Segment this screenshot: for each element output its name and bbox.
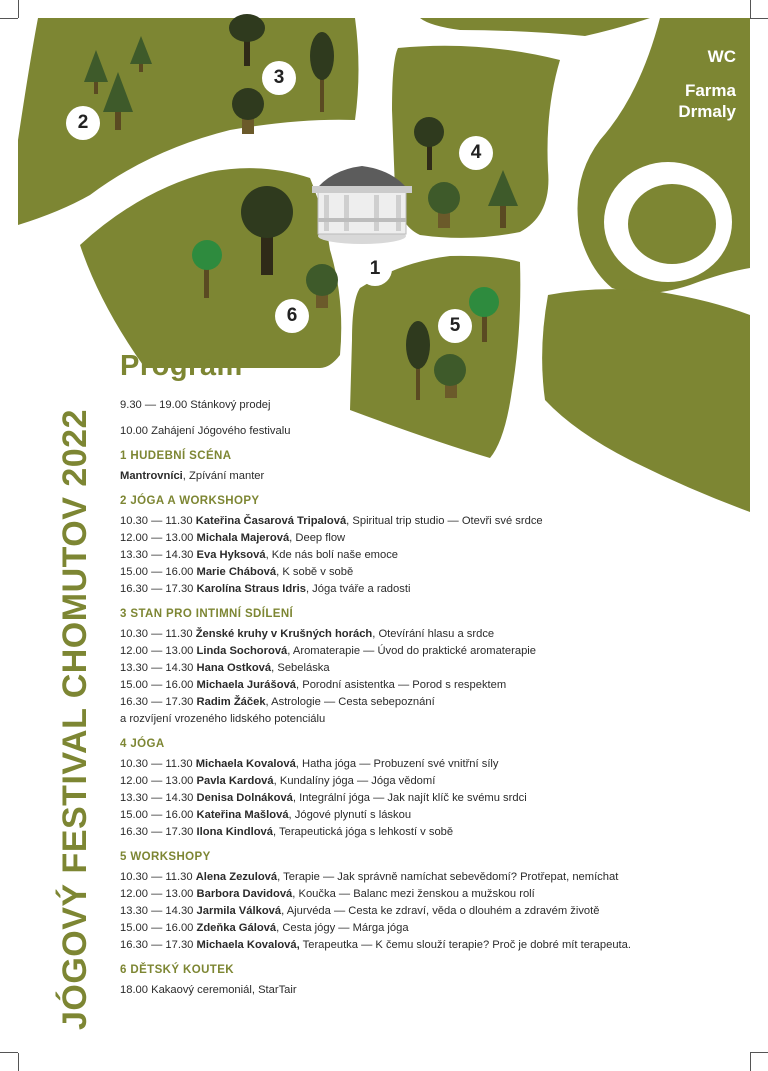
section-title: 1 HUDEBNÍ SCÉNA bbox=[120, 450, 232, 462]
schedule-item: 13.30 — 14.30 Denisa Dolnáková, Integrální jóga — Jak najít klíč ke svému srdci bbox=[120, 792, 527, 804]
schedule-item: Mantrovníci, Zpívání manter bbox=[120, 470, 265, 482]
program bbox=[120, 350, 760, 999]
schedule-item: 12.00 — 13.00 Barbora Davidová, Koučka — Balanc mezi ženskou a mužskou rolí bbox=[120, 888, 535, 900]
schedule-item: 15.00 — 16.00 Kateřina Mašlová, Jógové plynutí s láskou bbox=[120, 809, 412, 821]
program-heading: Program bbox=[120, 350, 243, 382]
map-marker-2: 2 bbox=[66, 106, 100, 140]
section-title: 3 STAN PRO INTIMNÍ SDÍLENÍ bbox=[120, 608, 294, 620]
schedule-item: 15.00 — 16.00 Marie Chábová, K sobě v sobě bbox=[120, 566, 354, 578]
schedule-item: 10.30 — 11.30 Ženské kruhy v Krušných horách, Otevírání hlasu a srdce bbox=[120, 628, 495, 640]
schedule-item: 12.00 — 13.00 Pavla Kardová, Kundalíny jóga — Jóga vědomí bbox=[120, 775, 436, 787]
section-title: 6 DĚTSKÝ KOUTEK bbox=[120, 964, 234, 976]
schedule-item: 12.00 — 13.00 Michala Majerová, Deep flow bbox=[120, 532, 346, 544]
map-marker-5: 5 bbox=[438, 309, 472, 343]
schedule-item: 12.00 — 13.00 Linda Sochorová, Aromaterapie — Úvod do praktické aromaterapie bbox=[120, 645, 537, 657]
schedule-item: 18.00 Kakaový ceremoniál, StarTair bbox=[120, 984, 297, 996]
section-title: 2 JÓGA A WORKSHOPY bbox=[120, 495, 260, 507]
map-marker-4: 4 bbox=[459, 136, 493, 170]
schedule-item: 16.30 — 17.30 Ilona Kindlová, Terapeutická jóga s lehkostí v sobě bbox=[120, 826, 454, 838]
schedule-item: 16.30 — 17.30 Michaela Kovalová, Terapeutka — K čemu slouží terapie? Proč je dobré mít terapeuta. bbox=[120, 939, 631, 951]
map-marker-3: 3 bbox=[262, 61, 296, 95]
roundabout bbox=[604, 162, 732, 282]
schedule-item: 10.30 — 11.30 Alena Zezulová, Terapie — Jak správně namíchat sebevědomí? Protřepat, nemíchat bbox=[120, 871, 619, 883]
schedule-item: 10.30 — 11.30 Michaela Kovalová, Hatha jóga — Probuzení své vnitřní síly bbox=[120, 758, 499, 770]
farm-label: Farma Drmaly bbox=[678, 81, 736, 121]
wc-label: WC bbox=[707, 47, 736, 66]
festival-title: JÓGOVÝ FESTIVAL CHOMUTOV 2022 bbox=[56, 409, 94, 1030]
schedule-item: 13.30 — 14.30 Jarmila Válková, Ajurvéda — Cesta ke zdraví, věda o dlouhém a zdravém životě bbox=[120, 905, 600, 917]
schedule-item: a rozvíjení vrozeného lidského potenciálu bbox=[120, 713, 326, 725]
intro-line: 9.30 — 19.00 Stánkový prodej bbox=[120, 399, 271, 411]
schedule-item: 16.30 — 17.30 Radim Žáček, Astrologie — Cesta sebepoznání bbox=[120, 696, 435, 708]
schedule-item: 10.30 — 11.30 Kateřina Časarová Tripalová, Spiritual trip studio — Otevři své srdce bbox=[120, 515, 543, 527]
schedule-item: 13.30 — 14.30 Hana Ostková, Sebeláska bbox=[120, 662, 330, 674]
map-marker-1: 1 bbox=[358, 252, 392, 286]
intro-line: 10.00 Zahájení Jógového festivalu bbox=[120, 425, 291, 437]
grass-area-top-strip bbox=[420, 18, 650, 36]
schedule-item: 15.00 — 16.00 Zdeňka Gálová, Cesta jógy — Márga jóga bbox=[120, 922, 409, 934]
section-title: 5 WORKSHOPY bbox=[120, 851, 211, 863]
section-title: 4 JÓGA bbox=[120, 738, 165, 750]
map-marker-6: 6 bbox=[275, 299, 309, 333]
schedule-item: 15.00 — 16.00 Michaela Jurášová, Porodní asistentka — Porod s respektem bbox=[120, 679, 507, 691]
schedule-item: 13.30 — 14.30 Eva Hyksová, Kde nás bolí naše emoce bbox=[120, 549, 399, 561]
schedule-item: 16.30 — 17.30 Karolína Straus Idris, Jóga tváře a radosti bbox=[120, 583, 411, 595]
